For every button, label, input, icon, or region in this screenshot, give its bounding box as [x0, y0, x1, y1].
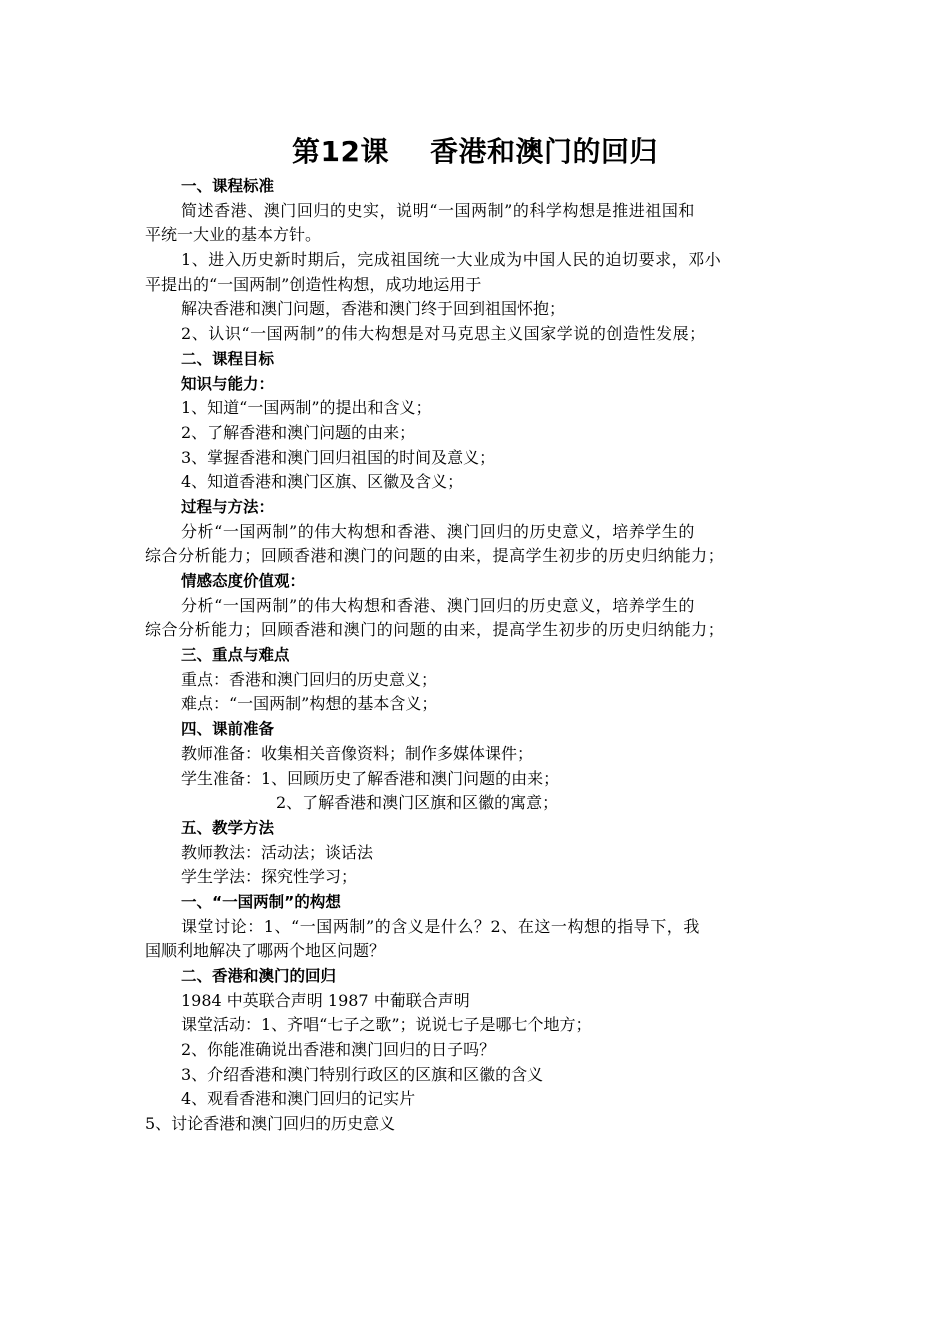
text-line: 4、观看香港和澳门回归的记实片: [181, 1089, 416, 1109]
page-title: 第12课 香港和澳门的回归: [292, 135, 658, 168]
text-line: 2、了解香港和澳门问题的由来；: [181, 422, 416, 442]
section-heading: 情感态度价值观：: [181, 572, 306, 590]
section-heading: 五、教学方法: [181, 818, 275, 837]
text-line: 平统一大业的基本方针。: [145, 225, 322, 245]
document-body: [145, 174, 810, 1137]
section-heading: 二、课程目标: [181, 349, 275, 368]
text-line: 国顺利地解决了哪两个地区问题？: [145, 941, 386, 961]
text-line: 学生学法：探究性学习；: [181, 867, 358, 887]
text-line: 课堂活动：1、齐唱“七子之歌”；说说七子是哪七个地方；: [181, 1015, 592, 1035]
section-heading: 四、课前准备: [181, 720, 275, 739]
text-line: 2、你能准确说出香港和澳门回归的日子吗？: [181, 1040, 496, 1060]
text-line: 2、了解香港和澳门区旗和区徽的寓意；: [276, 793, 559, 813]
section-heading: 知识与能力：: [181, 374, 275, 393]
text-line: 4、知道香港和澳门区旗、区徽及含义；: [181, 472, 464, 492]
text-line: 2、认识“一国两制”的伟大构想是对马克思主义国家学说的创造性发展；: [181, 324, 706, 344]
section-heading: 一、课程标准: [181, 177, 275, 195]
section-heading: 三、重点与难点: [181, 646, 290, 665]
text-line: 3、掌握香港和澳门回归祖国的时间及意义；: [181, 447, 496, 467]
text-line: 1、进入历史新时期后，完成祖国统一大业成为中国人民的迫切要求，邓小: [181, 250, 722, 270]
text-line: 5、讨论香港和澳门回归的历史意义: [145, 1114, 396, 1134]
text-line: 3、介绍香港和澳门特别行政区的区旗和区徽的含义: [181, 1064, 544, 1084]
section-heading: 二、香港和澳门的回归: [181, 967, 337, 985]
text-line: 难点：“一国两制”构想的基本含义；: [181, 694, 438, 714]
text-line: 解决香港和澳门问题，香港和澳门终于回到祖国怀抱；: [181, 299, 566, 319]
text-line: 重点：香港和澳门回归的历史意义；: [181, 669, 438, 689]
text-line: 分析“一国两制”的伟大构想和香港、澳门回归的历史意义，培养学生的: [181, 521, 695, 541]
text-line: 分析“一国两制”的伟大构想和香港、澳门回归的历史意义，培养学生的: [181, 595, 695, 615]
text-line: 简述香港、澳门回归的史实，说明“一国两制”的科学构想是推进祖国和: [181, 200, 695, 220]
section-heading: 一、“一国两制”的构想: [181, 892, 341, 911]
text-line: 综合分析能力；回顾香港和澳门的问题的由来，提高学生初步的历史归纳能力；: [145, 546, 725, 566]
text-line: 平提出的“一国两制”创造性构想，成功地运用于: [145, 274, 482, 294]
text-line: 1984 中英联合声明 1987 中葡联合声明: [181, 990, 470, 1010]
text-line: 课堂讨论：1、“一国两制”的含义是什么？2、在这一构想的指导下，我: [181, 916, 700, 936]
text-line: 教师准备：收集相关音像资料；制作多媒体课件；: [181, 743, 534, 763]
text-line: 1、知道“一国两制”的提出和含义；: [181, 398, 432, 418]
text-line: 学生准备：1、回顾历史了解香港和澳门问题的由来；: [181, 768, 560, 788]
section-heading: 过程与方法：: [181, 497, 275, 516]
text-line: 综合分析能力；回顾香港和澳门的问题的由来，提高学生初步的历史归纳能力；: [145, 620, 725, 640]
text-line: 教师教法：活动法；谈话法: [181, 842, 374, 862]
